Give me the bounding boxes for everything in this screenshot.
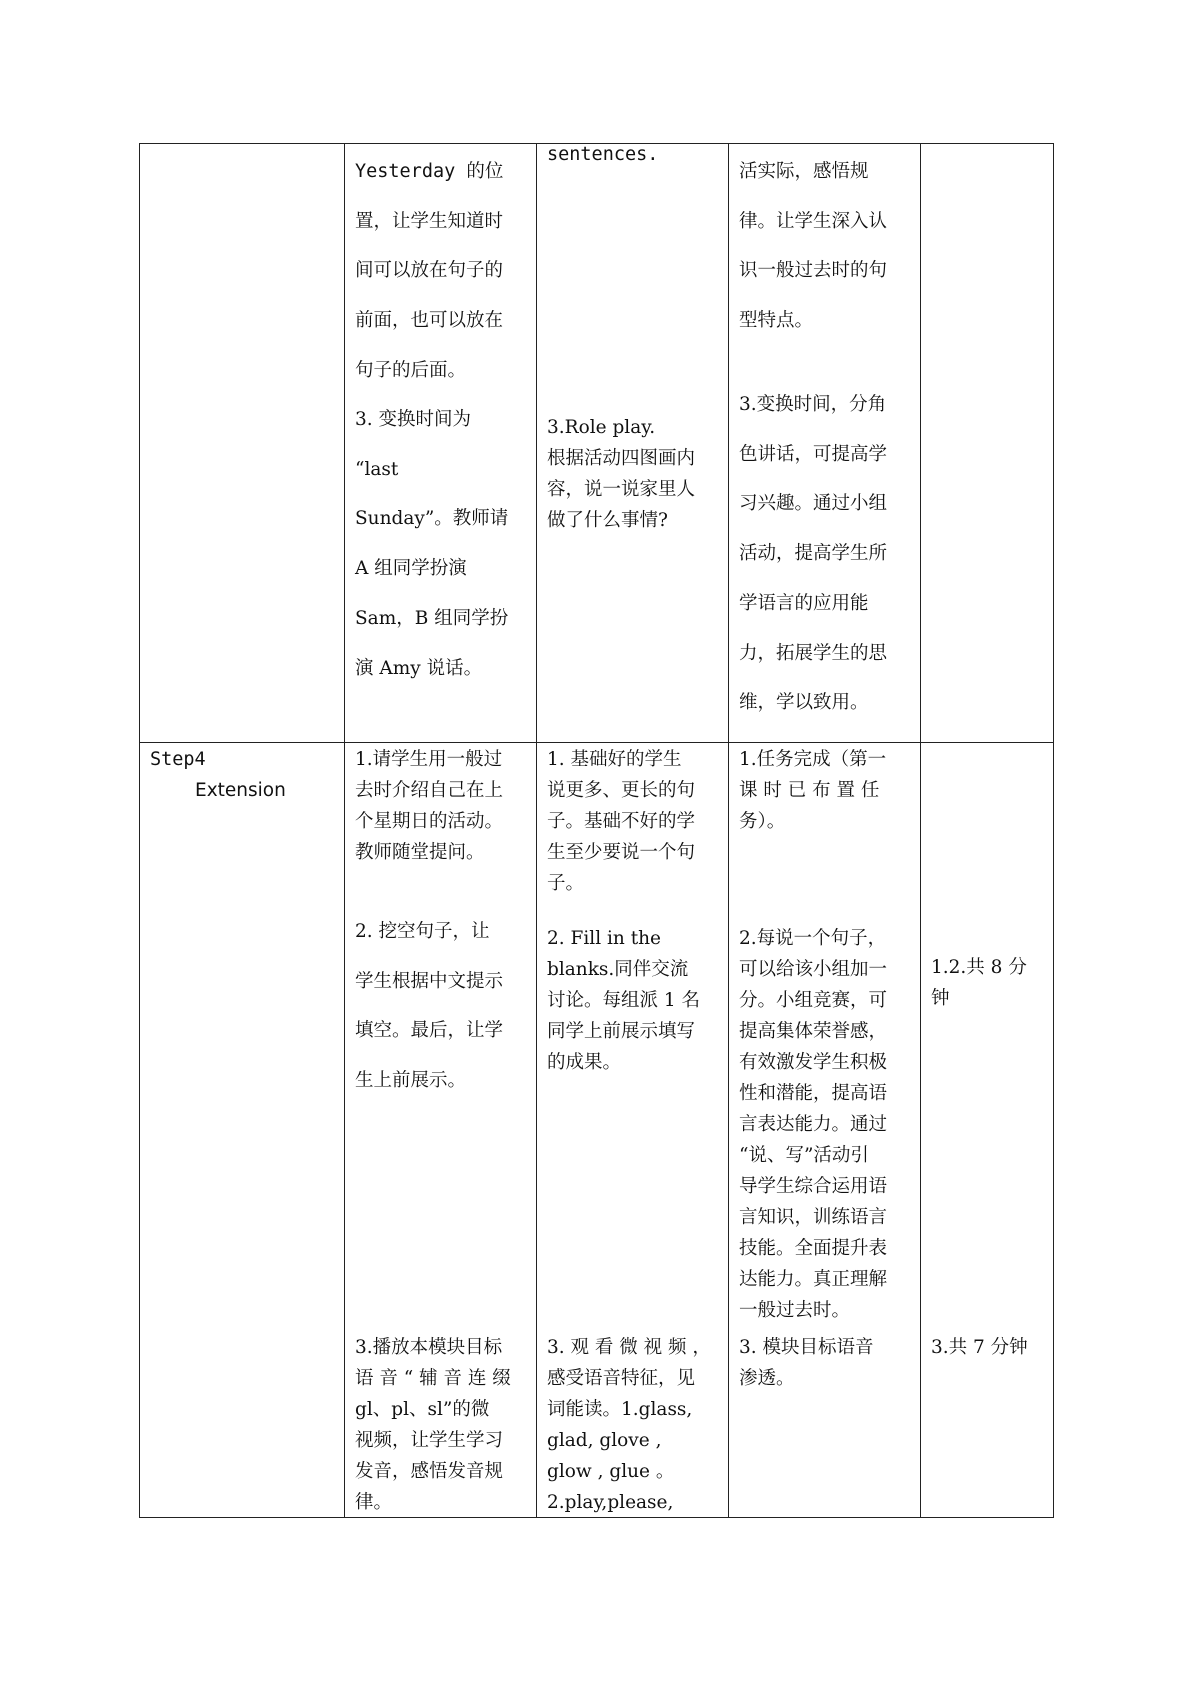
student-activity-text: 3. 观 看 微 视 频 ， 感受语音特征，见 词能读。1.glass, glad, glove , glow , glue 。 2.play,please,: [547, 1337, 711, 1513]
student-activity-cell: [537, 144, 729, 743]
step-number: Step4: [150, 749, 206, 770]
student-activity-text: 2. Fill in the blanks.同伴交流 讨论。每组派 1 名 同学上前展示填写 的成果。: [547, 928, 701, 1073]
design-intent-text: 2.每说一个句子， 可以给该小组加一 分。小组竞赛，可 提高集体荣誉感， 有效激发学生积极 性和潜能，提高语 言表达能力。通过 “说、写”活动引 导学生综合运用语 言知识，训练语言 技能。全面提升表 达能力。真正理解 一般过去时。: [739, 928, 888, 1321]
step-title: Extension: [195, 780, 286, 801]
step-cell: [140, 743, 345, 1518]
time-cell: [921, 743, 1054, 1518]
time-allocation-text: 1.2.共 8 分 钟: [931, 957, 1027, 1009]
teacher-activity-text: 3. 变换时间为 “last Sunday”。教师请 A 组同学扮演 Sam，B 组同学扮 演 Amy 说话。: [355, 409, 509, 679]
teacher-activity-cell: [345, 144, 537, 743]
design-intent-text: 3.变换时间，分角 色讲话，可提高学 习兴趣。通过小组 活动，提高学生所 学语言的应用能 力，拓展学生的思 维，学以致用。: [739, 394, 888, 714]
teacher-activity-text: 2. 挖空句子，让 学生根据中文提示 填空。最后，让学 生上前展示。: [355, 921, 504, 1092]
design-intent-text: 活实际，感悟规 律。让学生深入认 识一般过去时的句 型特点。: [739, 161, 888, 332]
time-cell: [921, 144, 1054, 743]
student-activity-text: 3.Role play. 根据活动四图画内 容，说一说家里人 做了什么事情?: [547, 417, 696, 531]
teacher-activity-cell: [345, 743, 537, 1518]
design-intent-cell: [729, 743, 921, 1518]
teacher-activity-text: Yesterday 的位 置，让学生知道时 间可以放在句子的 前面，也可以放在 句子的后面。: [355, 161, 504, 381]
student-activity-text: sentences.: [547, 144, 659, 165]
table-row: [140, 743, 1054, 1518]
step-cell: [140, 144, 345, 743]
design-intent-text: 3. 模块目标语音 渗透。: [739, 1337, 874, 1389]
teacher-activity-text: 3.播放本模块目标 语 音 “ 辅 音 连 缀 gl、pl、sl”的微 视频，让学生学习 发音，感悟发音规 律。: [355, 1337, 511, 1513]
design-intent-cell: [729, 144, 921, 743]
time-allocation-text: 3.共 7 分钟: [931, 1337, 1028, 1358]
lesson-plan-table: [139, 143, 1054, 1518]
teacher-activity-text: 1.请学生用一般过 去时介绍自己在上 个星期日的活动。 教师随堂提问。: [355, 749, 504, 863]
table-row: [140, 144, 1054, 743]
student-activity-text: 1. 基础好的学生 说更多、更长的句 子。基础不好的学 生至少要说一个句 子。: [547, 749, 696, 894]
design-intent-text: 1.任务完成（第一 课 时 已 布 置 任 务）。: [739, 749, 887, 832]
student-activity-cell: [537, 743, 729, 1518]
